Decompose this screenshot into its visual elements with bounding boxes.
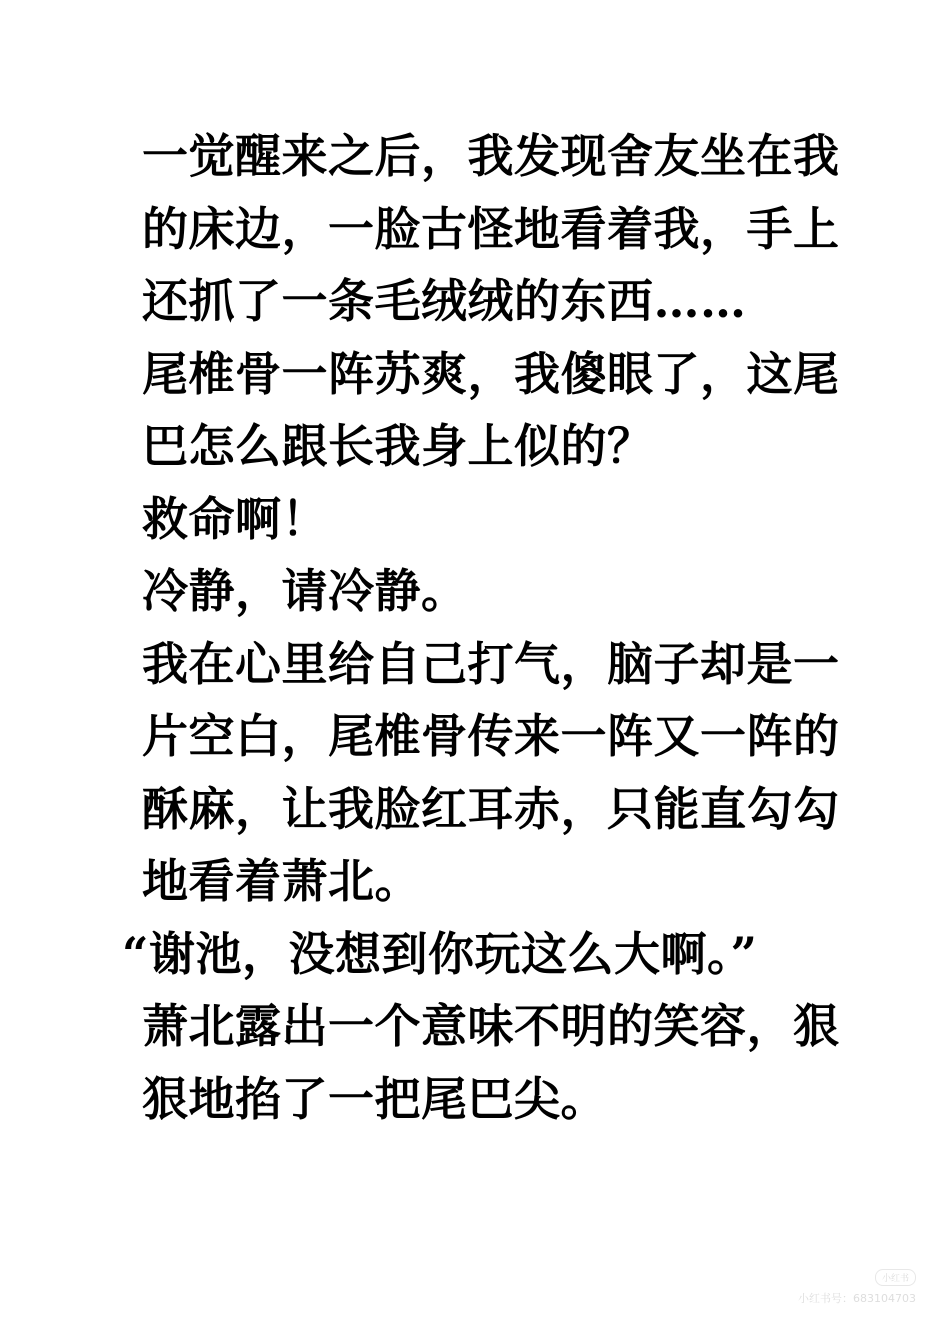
watermark-logo: 小红书 [875, 1269, 916, 1286]
body-text [122, 120, 840, 1135]
text-line-1: 一觉醒来之后，我发现舍友坐在我 [142, 129, 840, 183]
watermark [798, 1268, 916, 1306]
text-line-12: “谢池，没想到你玩这么大啊。” [122, 926, 758, 981]
text-line-11: 地看着萧北。 [142, 854, 421, 908]
text-line-8: 我在心里给自己打气，脑子却是一 [142, 636, 840, 691]
text-line-3: 还抓了一条毛绒绒的东西…… [142, 274, 747, 328]
text-line-14: 狠地掐了一把尾巴尖。 [142, 1071, 607, 1126]
watermark-text: 小红书号：683104703 [798, 1292, 916, 1305]
text-line-9: 片空白，尾椎骨传来一阵又一阵的 [142, 709, 840, 763]
text-line-7: 冷静，请冷静。 [142, 564, 468, 618]
text-line-4: 尾椎骨一阵苏爽，我傻眼了，这尾 [142, 346, 840, 401]
text-line-2: 的床边，一脸古怪地看着我，手上 [142, 201, 840, 256]
text-line-10: 酥麻，让我脸红耳赤，只能直勾勾 [142, 781, 840, 836]
text-line-13: 萧北露出一个意味不明的笑容，狠 [142, 999, 840, 1053]
text-line-6: 救命啊！ [142, 491, 328, 546]
text-line-5: 巴怎么跟长我身上似的？ [142, 419, 654, 473]
